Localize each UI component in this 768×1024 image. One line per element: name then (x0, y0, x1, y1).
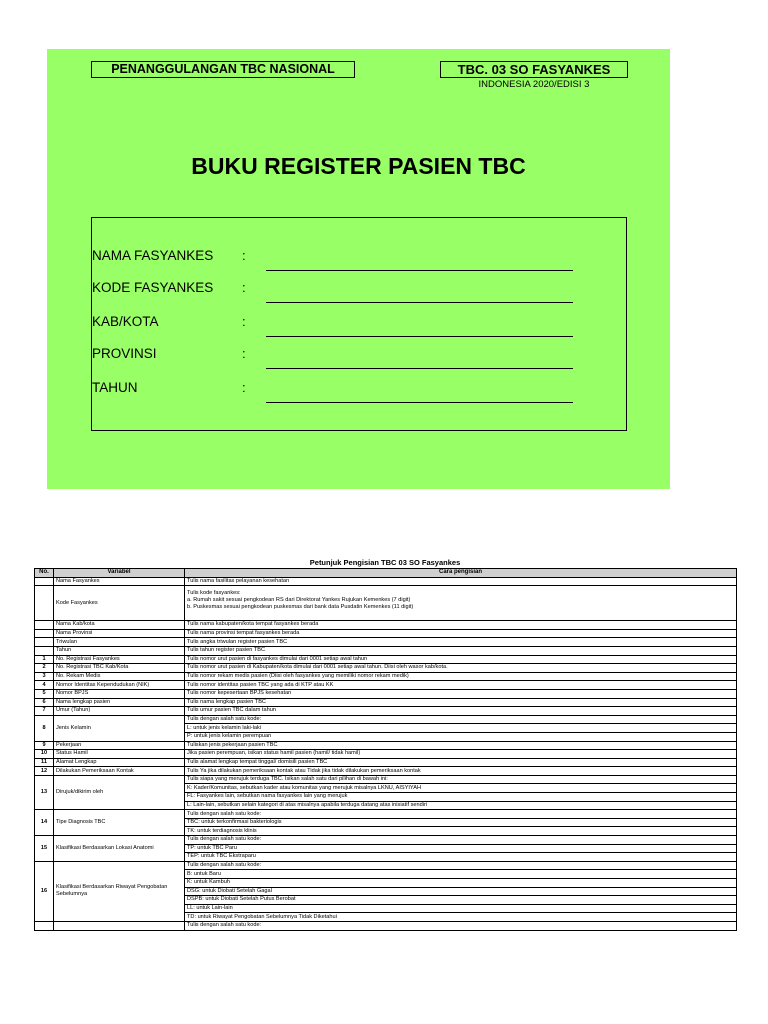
row-number: 14 (35, 810, 54, 836)
row-variable: Umur (Tahun) (54, 707, 185, 716)
row-number: 3 (35, 672, 54, 681)
row-variable: No. Registrasi TBC Kab/Kota (54, 664, 185, 673)
cover-page (47, 49, 670, 489)
row-variable: Nomor Identitas Kependudukan (NIK) (54, 681, 185, 690)
identity-field-colon: : (242, 380, 246, 395)
row-instruction: TBC: untuk terkonfirmasi bakteriologis (185, 818, 737, 827)
row-instruction: TP: untuk TBC Paru (185, 844, 737, 853)
edition-label: INDONESIA 2020/EDISI 3 (478, 79, 590, 90)
identity-box (91, 217, 627, 431)
row-instruction: Tulis dengan salah satu kode: (185, 921, 737, 930)
table-row (35, 664, 737, 673)
table-row (35, 861, 737, 870)
filling-guide (34, 558, 736, 931)
row-instruction: B: untuk Baru (185, 870, 737, 879)
row-variable: Dilakukan Pemeriksaan Kontak (54, 767, 185, 776)
row-variable: Pekerjaan (54, 741, 185, 750)
row-number: 1 (35, 655, 54, 664)
table-row (35, 621, 737, 630)
row-instruction: K: Kader/Komunitas, sebutkan kader atau komunitas yang merujuk misalnya LKNU, AISYIYAH (185, 784, 737, 793)
header-instruction: Cara pengisian (185, 569, 737, 578)
row-number (35, 621, 54, 630)
row-instruction: Tulis siapa yang merujuk terduga TBC. Isikan salah satu dari pilihan di bawah ini: (185, 775, 737, 784)
row-instruction: Tulis nama lengkap pasien TBC (185, 698, 737, 707)
row-number: 6 (35, 698, 54, 707)
row-number: 16 (35, 861, 54, 921)
identity-field-kab-kota (92, 314, 626, 334)
table-row (35, 672, 737, 681)
instruction-line: b. Puskesmas sesuai pengkodean puskesmas dari bank data Pusdatin Kemenkes (11 digit) (187, 604, 414, 611)
table-row (35, 707, 737, 716)
row-instruction: Tulis dengan salah satu kode: (185, 715, 737, 724)
row-number: 2 (35, 664, 54, 673)
row-number: 12 (35, 767, 54, 776)
row-number: 5 (35, 689, 54, 698)
identity-field-blank-line[interactable] (266, 302, 573, 303)
row-variable: Nama Kab/kota (54, 621, 185, 630)
row-variable: No. Rekam Medis (54, 672, 185, 681)
identity-field-blank-line[interactable] (266, 368, 573, 369)
table-row (35, 715, 737, 724)
row-number: 7 (35, 707, 54, 716)
table-row (35, 646, 737, 655)
row-instruction: Tulis nama kabupaten/kota tempat fasyankes berada (185, 621, 737, 630)
row-instruction: Tulis nomor kepesertaan BPJS kesehatan (185, 689, 737, 698)
row-instruction: Tulis alamat lengkap tempat tinggal/ domisili pasien TBC (185, 758, 737, 767)
row-instruction: Tulis nama fasilitas pelayanan kesehatan (185, 577, 737, 586)
identity-field-label: PROVINSI (92, 346, 157, 361)
table-row (35, 689, 737, 698)
row-instruction: Jika pasien perempuan, isikan status hamil pasien (hamil/ tidak hamil) (185, 750, 737, 759)
row-instruction: Tulis tahun register pasien TBC (185, 646, 737, 655)
row-number (35, 586, 54, 621)
row-variable: Klasifikasi Berdasarkan Riwayat Pengobatan Sebelumnya (54, 861, 185, 921)
guide-table (34, 568, 737, 931)
identity-field-nama-fasyankes (92, 248, 626, 268)
row-instruction: TK: untuk terdiagnosis klinis (185, 827, 737, 836)
row-variable: Kode Fasyankes (54, 586, 185, 621)
row-variable: Klasifikasi Berdasarkan Lokasi Anatomi (54, 836, 185, 862)
row-instruction: Tulis nama provinsi tempat fasyankes berada (185, 629, 737, 638)
row-number (35, 629, 54, 638)
table-row (35, 741, 737, 750)
row-number (35, 577, 54, 586)
row-variable: Nomor BPJS (54, 689, 185, 698)
table-row (35, 698, 737, 707)
row-instruction: TEP: untuk TBC Ekstraparu (185, 853, 737, 862)
guide-title: Petunjuk Pengisian TBC 03 SO Fasyankes (309, 558, 461, 567)
row-instruction: Tulis dengan salah satu kode: (185, 861, 737, 870)
table-row (35, 775, 737, 784)
row-number: 10 (35, 750, 54, 759)
identity-field-label: KAB/KOTA (92, 314, 159, 329)
row-variable: Nama lengkap pasien (54, 698, 185, 707)
table-row (35, 750, 737, 759)
identity-field-colon: : (242, 314, 246, 329)
identity-field-blank-line[interactable] (266, 336, 573, 337)
row-variable: Tahun (54, 646, 185, 655)
table-row (35, 586, 737, 621)
row-variable: Nama Provinsi (54, 629, 185, 638)
header-variable: Variabel (54, 569, 185, 578)
row-instruction: Tulis nomor urut pasien di fasyankes dimulai dari 0001 setiap awal tahun (185, 655, 737, 664)
program-label: PENANGGULANGAN TBC NASIONAL (91, 61, 355, 78)
row-instruction: K: untuk Kambuh (185, 879, 737, 888)
identity-field-kode-fasyankes (92, 280, 626, 300)
table-row (35, 810, 737, 819)
row-instruction: L: untuk jenis kelamin laki-laki (185, 724, 737, 733)
row-number: 15 (35, 836, 54, 862)
identity-field-colon: : (242, 280, 246, 295)
row-instruction: Tuliskan jenis pekerjaan pasien TBC (185, 741, 737, 750)
row-instruction: Tulis dengan salah satu kode: (185, 810, 737, 819)
row-instruction: Tulis dengan salah satu kode: (185, 836, 737, 845)
row-variable: Jenis Kelamin (54, 715, 185, 741)
instruction-line: Tulis kode fasyankes: (187, 590, 241, 597)
table-row (35, 629, 737, 638)
instruction-line: a. Rumah sakit sesuai pengkodean RS dari Direktorat Yankes Rujukan Kemenkes (7 digit) (187, 597, 411, 604)
identity-field-blank-line[interactable] (266, 270, 573, 271)
guide-header-row (35, 569, 737, 578)
row-number: 11 (35, 758, 54, 767)
table-row (35, 577, 737, 586)
identity-field-blank-line[interactable] (266, 402, 573, 403)
table-row (35, 638, 737, 647)
table-row (35, 655, 737, 664)
identity-field-label: TAHUN (92, 380, 138, 395)
row-instruction: DSG: untuk Diobati Setelah Gagal (185, 887, 737, 896)
row-instruction: Tulis nomor rekam medis pasien (Diisi oleh fasyankes yang memiliki nomor rekam medik) (185, 672, 737, 681)
table-row (35, 758, 737, 767)
identity-field-colon: : (242, 248, 246, 263)
table-row (35, 681, 737, 690)
row-instruction: L: Lain-lain, sebutkan selain kategori di atas misalnya apabila terduga datang atas inisiatif sendiri (185, 801, 737, 810)
row-number (35, 638, 54, 647)
identity-field-tahun (92, 380, 626, 400)
table-row (35, 836, 737, 845)
row-instruction: Tulis nomor urut pasien di Kabupaten/kota dimulai dari 0001 setiap awal tahun. Diisi oleh wasor kab/kota. (185, 664, 737, 673)
identity-field-label: NAMA FASYANKES (92, 248, 214, 263)
table-row (35, 921, 737, 930)
table-row (35, 767, 737, 776)
row-instruction: Tulis nomor identitas pasien TBC yang ada di KTP atau KK (185, 681, 737, 690)
row-variable: Nama Fasyankes (54, 577, 185, 586)
form-code: TBC. 03 SO FASYANKES (440, 61, 628, 78)
row-instruction: TD: untuk Riwayat Pengobatan Sebelumnya Tidak Diketahui (185, 913, 737, 922)
identity-field-provinsi (92, 346, 626, 366)
row-instruction: Tulis Ya jika dilakukan pemeriksaan kontak atau Tidak jika tidak dilakukan pemeriksaan kontak (185, 767, 737, 776)
row-variable: Triwulan (54, 638, 185, 647)
identity-field-colon: : (242, 346, 246, 361)
row-variable: Dirujuk/dikirim oleh (54, 775, 185, 809)
row-number: 13 (35, 775, 54, 809)
row-instruction: LL: untuk Lain-lain (185, 904, 737, 913)
document-title: BUKU REGISTER PASIEN TBC (191, 153, 526, 179)
row-variable: Tipe Diagnosis TBC (54, 810, 185, 836)
row-variable: No. Registrasi Fasyankes (54, 655, 185, 664)
row-variable: Status Hamil (54, 750, 185, 759)
row-number: 4 (35, 681, 54, 690)
row-instruction: FL: Fasyankes lain, sebutkan nama fasyankes lain yang merujuk (185, 793, 737, 802)
row-instruction: DSPB: untuk Diobati Setelah Putus Berobat (185, 896, 737, 905)
row-number: 9 (35, 741, 54, 750)
row-instruction: Tulis angka triwulan register pasien TBC (185, 638, 737, 647)
header-no: No. (35, 569, 54, 578)
row-number (35, 646, 54, 655)
row-instruction: P: untuk jenis kelamin perempuan (185, 732, 737, 741)
row-variable (54, 921, 185, 930)
identity-field-label: KODE FASYANKES (92, 280, 214, 295)
row-number: 8 (35, 715, 54, 741)
row-variable: Alamat Lengkap (54, 758, 185, 767)
row-instruction (185, 586, 737, 621)
row-instruction: Tulis umur pasien TBC dalam tahun (185, 707, 737, 716)
row-number (35, 921, 54, 930)
